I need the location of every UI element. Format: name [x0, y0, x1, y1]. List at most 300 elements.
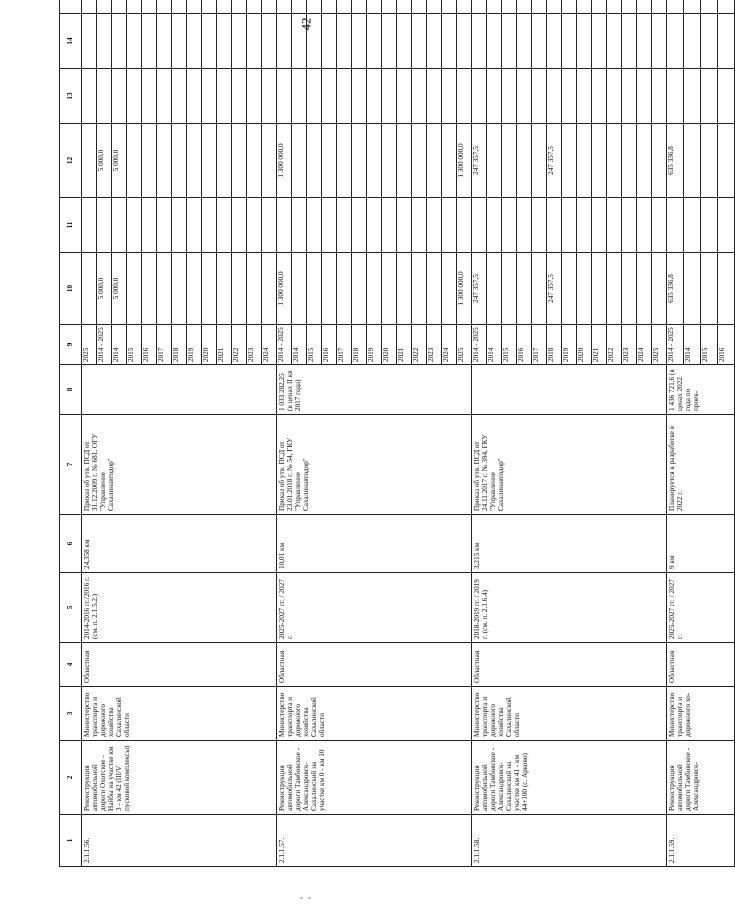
- amount-cell: [82, 69, 97, 124]
- amount-cell: [337, 124, 352, 198]
- amount-cell: [427, 14, 442, 69]
- scan-mark: [308, 897, 311, 899]
- amount-cell: [82, 253, 97, 325]
- amount-cell: [292, 198, 307, 253]
- amount-cell: [172, 253, 187, 325]
- design-document: Приказ об утв. ПСД от 31.12.2009 г. № 681, ОГУ "Управление Сахалинавтодор": [82, 415, 277, 515]
- column-header: 12: [60, 124, 82, 198]
- amount-cell: [637, 0, 652, 14]
- amount-cell: [127, 0, 142, 14]
- amount-cell: [532, 0, 547, 14]
- column-header: 14: [60, 14, 82, 69]
- amount-cell: [367, 0, 382, 14]
- amount-cell: [97, 14, 112, 69]
- year-cell: 2014: [684, 325, 701, 365]
- amount-cell: [262, 14, 277, 69]
- amount-cell: [382, 69, 397, 124]
- amount-cell: [157, 124, 172, 198]
- year-cell: 2021: [217, 325, 232, 365]
- amount-cell: [397, 14, 412, 69]
- amount-cell: [487, 124, 502, 198]
- amount-cell: [307, 253, 322, 325]
- amount-cell: [502, 0, 517, 14]
- amount-cell: [472, 69, 487, 124]
- amount-cell: [337, 198, 352, 253]
- table-row: [472, 0, 487, 867]
- scan-mark: [300, 897, 303, 899]
- amount-cell: 247 357,5: [472, 124, 487, 198]
- ownership-level: Областная: [82, 643, 277, 687]
- year-cell: 2018: [547, 325, 562, 365]
- amount-cell: [607, 198, 622, 253]
- amount-cell: [112, 198, 127, 253]
- responsible-owner: Министерство транспорта и дорожного хозяйства Сахалинской области: [82, 687, 277, 741]
- amount-cell: [502, 14, 517, 69]
- amount-cell: [502, 69, 517, 124]
- amount-cell: [487, 253, 502, 325]
- amount-cell: 247 357,5: [472, 253, 487, 325]
- amount-cell: [322, 69, 337, 124]
- amount-cell: [292, 253, 307, 325]
- amount-cell: [247, 69, 262, 124]
- year-cell: 2024: [637, 325, 652, 365]
- year-cell: 2014 - 2025: [472, 325, 487, 365]
- amount-cell: [307, 124, 322, 198]
- amount-cell: [367, 198, 382, 253]
- amount-cell: [202, 124, 217, 198]
- amount-cell: [292, 14, 307, 69]
- amount-cell: [652, 69, 667, 124]
- amount-cell: [367, 124, 382, 198]
- amount-cell: [247, 0, 262, 14]
- amount-cell: 1 300 000,0: [457, 253, 472, 325]
- estimated-cost: 1 436 721,6 (в ценах 2022 года по проек-: [667, 365, 735, 415]
- year-cell: 2025: [457, 325, 472, 365]
- amount-cell: [292, 69, 307, 124]
- year-cell: 2019: [367, 325, 382, 365]
- amount-cell: [701, 253, 718, 325]
- amount-cell: [337, 14, 352, 69]
- amount-cell: [172, 0, 187, 14]
- amount-cell: [82, 198, 97, 253]
- amount-cell: [247, 14, 262, 69]
- amount-cell: [172, 198, 187, 253]
- amount-cell: [202, 14, 217, 69]
- amount-cell: [622, 124, 637, 198]
- amount-cell: [532, 253, 547, 325]
- amount-cell: [187, 124, 202, 198]
- amount-cell: [547, 14, 562, 69]
- amount-cell: [427, 124, 442, 198]
- amount-cell: [157, 198, 172, 253]
- amount-cell: [487, 0, 502, 14]
- amount-cell: [637, 124, 652, 198]
- amount-cell: [277, 198, 292, 253]
- amount-cell: [82, 124, 97, 198]
- amount-cell: [262, 124, 277, 198]
- amount-cell: [472, 0, 487, 14]
- item-number: 2.1.1.56.: [82, 815, 277, 867]
- amount-cell: [322, 124, 337, 198]
- amount-cell: [487, 14, 502, 69]
- amount-cell: [202, 253, 217, 325]
- amount-cell: [112, 14, 127, 69]
- amount-cell: [701, 124, 718, 198]
- amount-cell: [157, 14, 172, 69]
- amount-cell: [97, 0, 112, 14]
- amount-cell: [217, 69, 232, 124]
- year-cell: 2024: [262, 325, 277, 365]
- amount-cell: 5 000,0: [97, 253, 112, 325]
- amount-cell: [142, 0, 157, 14]
- amount-cell: [157, 253, 172, 325]
- column-header: 4: [60, 643, 82, 687]
- amount-cell: [97, 198, 112, 253]
- construction-period: 2018-2019 гг. / 2019 г. (см. п. 2.1.6.4): [472, 573, 667, 643]
- amount-cell: [322, 14, 337, 69]
- header-row: [60, 0, 82, 867]
- amount-cell: [202, 0, 217, 14]
- amount-cell: [307, 69, 322, 124]
- year-cell: 2016: [142, 325, 157, 365]
- year-cell: 2023: [622, 325, 637, 365]
- amount-cell: [412, 198, 427, 253]
- year-cell: 2018: [352, 325, 367, 365]
- column-header: 1: [60, 815, 82, 867]
- amount-cell: [217, 253, 232, 325]
- amount-cell: [337, 253, 352, 325]
- ownership-level: Областная: [667, 643, 735, 687]
- year-cell: 2019: [562, 325, 577, 365]
- project-name: Реконструкция автомобильной дороги Тамбовское - Александровск-: [667, 741, 735, 815]
- amount-cell: [127, 253, 142, 325]
- program-table: [59, 0, 735, 867]
- amount-cell: [307, 198, 322, 253]
- amount-cell: [684, 124, 701, 198]
- amount-cell: [701, 0, 718, 14]
- estimated-cost: [82, 365, 277, 415]
- amount-cell: [277, 0, 292, 14]
- amount-cell: [592, 0, 607, 14]
- amount-cell: [652, 124, 667, 198]
- amount-cell: [502, 124, 517, 198]
- amount-cell: [442, 253, 457, 325]
- amount-cell: [247, 124, 262, 198]
- year-cell: 2015: [127, 325, 142, 365]
- amount-cell: [337, 69, 352, 124]
- amount-cell: [684, 198, 701, 253]
- design-document: Планируется к разработке в 2022 г.: [667, 415, 735, 515]
- year-cell: 2023: [247, 325, 262, 365]
- estimated-cost: [472, 365, 667, 415]
- amount-cell: [232, 69, 247, 124]
- amount-cell: [502, 253, 517, 325]
- amount-cell: [667, 69, 684, 124]
- year-cell: 2025: [82, 325, 97, 365]
- project-name: Реконструкция автомобильной дороги Тамбовское - Александровск-Сахалинский на участке км 41 - км 44+100 (с. Арково): [472, 741, 667, 815]
- year-cell: 2014 - 2025: [667, 325, 684, 365]
- column-header: 10: [60, 253, 82, 325]
- year-cell: 2022: [607, 325, 622, 365]
- year-cell: 2022: [412, 325, 427, 365]
- amount-cell: [97, 69, 112, 124]
- amount-cell: [607, 124, 622, 198]
- amount-cell: 635 336,8: [667, 124, 684, 198]
- ownership-level: Областная: [277, 643, 472, 687]
- amount-cell: [607, 14, 622, 69]
- amount-cell: [517, 124, 532, 198]
- amount-cell: [622, 69, 637, 124]
- amount-cell: [517, 253, 532, 325]
- table-rotated-container: [59, 18, 726, 867]
- column-header: 2: [60, 741, 82, 815]
- amount-cell: [307, 0, 322, 14]
- amount-cell: [442, 0, 457, 14]
- amount-cell: [232, 0, 247, 14]
- amount-cell: [142, 14, 157, 69]
- amount-cell: [592, 198, 607, 253]
- amount-cell: [112, 69, 127, 124]
- amount-cell: [562, 0, 577, 14]
- column-header: 5: [60, 573, 82, 643]
- amount-cell: [352, 14, 367, 69]
- responsible-owner: Министерство транспорта и дорожного хозяйства Сахалинской области: [277, 687, 472, 741]
- amount-cell: [82, 0, 97, 14]
- amount-cell: [217, 14, 232, 69]
- amount-cell: [172, 69, 187, 124]
- amount-cell: [277, 69, 292, 124]
- amount-cell: [412, 253, 427, 325]
- amount-cell: [217, 124, 232, 198]
- amount-cell: [352, 198, 367, 253]
- amount-cell: [487, 69, 502, 124]
- amount-cell: [172, 124, 187, 198]
- amount-cell: 247 357,5: [547, 253, 562, 325]
- amount-cell: [547, 198, 562, 253]
- amount-cell: [517, 14, 532, 69]
- amount-cell: [142, 124, 157, 198]
- amount-cell: [172, 14, 187, 69]
- amount-cell: [187, 69, 202, 124]
- amount-cell: [562, 198, 577, 253]
- amount-cell: [701, 69, 718, 124]
- amount-cell: [127, 69, 142, 124]
- amount-cell: [718, 198, 735, 253]
- amount-cell: [637, 198, 652, 253]
- amount-cell: [457, 69, 472, 124]
- amount-cell: [412, 124, 427, 198]
- year-cell: 2014 - 2025: [277, 325, 292, 365]
- amount-cell: [517, 69, 532, 124]
- amount-cell: [652, 0, 667, 14]
- amount-cell: [667, 198, 684, 253]
- amount-cell: [701, 198, 718, 253]
- year-cell: 2025: [652, 325, 667, 365]
- amount-cell: [547, 0, 562, 14]
- year-cell: 2015: [502, 325, 517, 365]
- amount-cell: [397, 124, 412, 198]
- amount-cell: [607, 0, 622, 14]
- year-cell: 2014: [112, 325, 127, 365]
- year-cell: 2015: [701, 325, 718, 365]
- amount-cell: [622, 14, 637, 69]
- year-cell: 2022: [232, 325, 247, 365]
- year-cell: 2015: [307, 325, 322, 365]
- amount-cell: [532, 124, 547, 198]
- amount-cell: [292, 0, 307, 14]
- amount-cell: [562, 124, 577, 198]
- column-header: 13: [60, 69, 82, 124]
- amount-cell: [262, 253, 277, 325]
- amount-cell: [247, 198, 262, 253]
- amount-cell: [322, 253, 337, 325]
- amount-cell: [457, 0, 472, 14]
- amount-cell: [382, 198, 397, 253]
- amount-cell: [457, 198, 472, 253]
- amount-cell: [412, 69, 427, 124]
- amount-cell: [562, 253, 577, 325]
- column-header: [60, 0, 82, 14]
- amount-cell: [592, 124, 607, 198]
- amount-cell: [382, 0, 397, 14]
- amount-cell: [232, 124, 247, 198]
- amount-cell: [442, 198, 457, 253]
- year-cell: 2020: [382, 325, 397, 365]
- year-cell: 2016: [718, 325, 735, 365]
- amount-cell: [622, 198, 637, 253]
- amount-cell: [487, 198, 502, 253]
- amount-cell: [307, 14, 322, 69]
- project-name: Реконструкция автомобильной дороги Тамбовское - Александровск-Сахалинский на участке км 0 - км 10: [277, 741, 472, 815]
- amount-cell: [367, 14, 382, 69]
- project-name: Реконструкция автомобильной дороги Охотское - Найбы на участке км 3 - км 42 (III/V пусковой комплексы): [82, 741, 277, 815]
- amount-cell: [187, 0, 202, 14]
- amount-cell: [517, 198, 532, 253]
- amount-cell: [652, 14, 667, 69]
- amount-cell: [262, 69, 277, 124]
- item-number: 2.1.1.59.: [667, 815, 735, 867]
- amount-cell: 635 336,8: [667, 253, 684, 325]
- amount-cell: [517, 0, 532, 14]
- year-cell: 2020: [577, 325, 592, 365]
- amount-cell: 247 357,5: [547, 124, 562, 198]
- amount-cell: [457, 14, 472, 69]
- amount-cell: [352, 124, 367, 198]
- table-row: [277, 0, 292, 867]
- amount-cell: [262, 0, 277, 14]
- amount-cell: [217, 198, 232, 253]
- amount-cell: [652, 198, 667, 253]
- amount-cell: [637, 14, 652, 69]
- amount-cell: [352, 69, 367, 124]
- amount-cell: [292, 124, 307, 198]
- construction-period: 2025-2027 гг. / 2027 г.: [277, 573, 472, 643]
- amount-cell: [622, 0, 637, 14]
- column-header: 6: [60, 515, 82, 573]
- column-header: 8: [60, 365, 82, 415]
- amount-cell: [412, 14, 427, 69]
- amount-cell: [701, 14, 718, 69]
- amount-cell: [157, 0, 172, 14]
- amount-cell: 1 300 000,0: [277, 253, 292, 325]
- year-cell: 2021: [397, 325, 412, 365]
- road-length: 9 км: [667, 515, 735, 573]
- year-cell: 2014: [292, 325, 307, 365]
- amount-cell: [232, 198, 247, 253]
- amount-cell: [562, 69, 577, 124]
- amount-cell: 5 000,0: [112, 124, 127, 198]
- amount-cell: 1 300 000,0: [277, 124, 292, 198]
- amount-cell: [502, 198, 517, 253]
- amount-cell: [382, 253, 397, 325]
- amount-cell: [592, 14, 607, 69]
- amount-cell: [142, 69, 157, 124]
- road-length: 10,01 км: [277, 515, 472, 573]
- amount-cell: [577, 124, 592, 198]
- amount-cell: [637, 253, 652, 325]
- amount-cell: [112, 0, 127, 14]
- amount-cell: [718, 124, 735, 198]
- responsible-owner: Министерство транспорта и дорожного хо-: [667, 687, 735, 741]
- amount-cell: [352, 0, 367, 14]
- amount-cell: [442, 124, 457, 198]
- amount-cell: [352, 253, 367, 325]
- amount-cell: [718, 253, 735, 325]
- estimated-cost: 1 033 282,25 (в ценах II кв 2017 года): [277, 365, 472, 415]
- column-header: 3: [60, 687, 82, 741]
- amount-cell: [217, 0, 232, 14]
- amount-cell: [187, 14, 202, 69]
- column-header: 11: [60, 198, 82, 253]
- year-cell: 2017: [337, 325, 352, 365]
- amount-cell: [427, 69, 442, 124]
- construction-period: 2025-2027 гг. / 2027 г.: [667, 573, 735, 643]
- amount-cell: [442, 14, 457, 69]
- item-number: 2.1.1.58.: [472, 815, 667, 867]
- amount-cell: [187, 253, 202, 325]
- table-row: [82, 0, 97, 867]
- year-cell: 2018: [172, 325, 187, 365]
- column-header: 7: [60, 415, 82, 515]
- amount-cell: [202, 198, 217, 253]
- amount-cell: [277, 14, 292, 69]
- amount-cell: [412, 0, 427, 14]
- amount-cell: [472, 198, 487, 253]
- amount-cell: [232, 14, 247, 69]
- amount-cell: [607, 69, 622, 124]
- amount-cell: [667, 14, 684, 69]
- road-length: 24,358 км: [82, 515, 277, 573]
- amount-cell: [82, 14, 97, 69]
- amount-cell: [622, 253, 637, 325]
- amount-cell: [547, 69, 562, 124]
- road-length: 3,215 км: [472, 515, 667, 573]
- amount-cell: [562, 14, 577, 69]
- amount-cell: [427, 198, 442, 253]
- amount-cell: [127, 198, 142, 253]
- amount-cell: [718, 0, 735, 14]
- amount-cell: [577, 0, 592, 14]
- amount-cell: [532, 198, 547, 253]
- amount-cell: [718, 69, 735, 124]
- table-row: [667, 0, 684, 867]
- amount-cell: 5 000,0: [112, 253, 127, 325]
- amount-cell: [142, 198, 157, 253]
- amount-cell: [667, 0, 684, 14]
- amount-cell: [187, 198, 202, 253]
- amount-cell: [427, 253, 442, 325]
- amount-cell: [718, 14, 735, 69]
